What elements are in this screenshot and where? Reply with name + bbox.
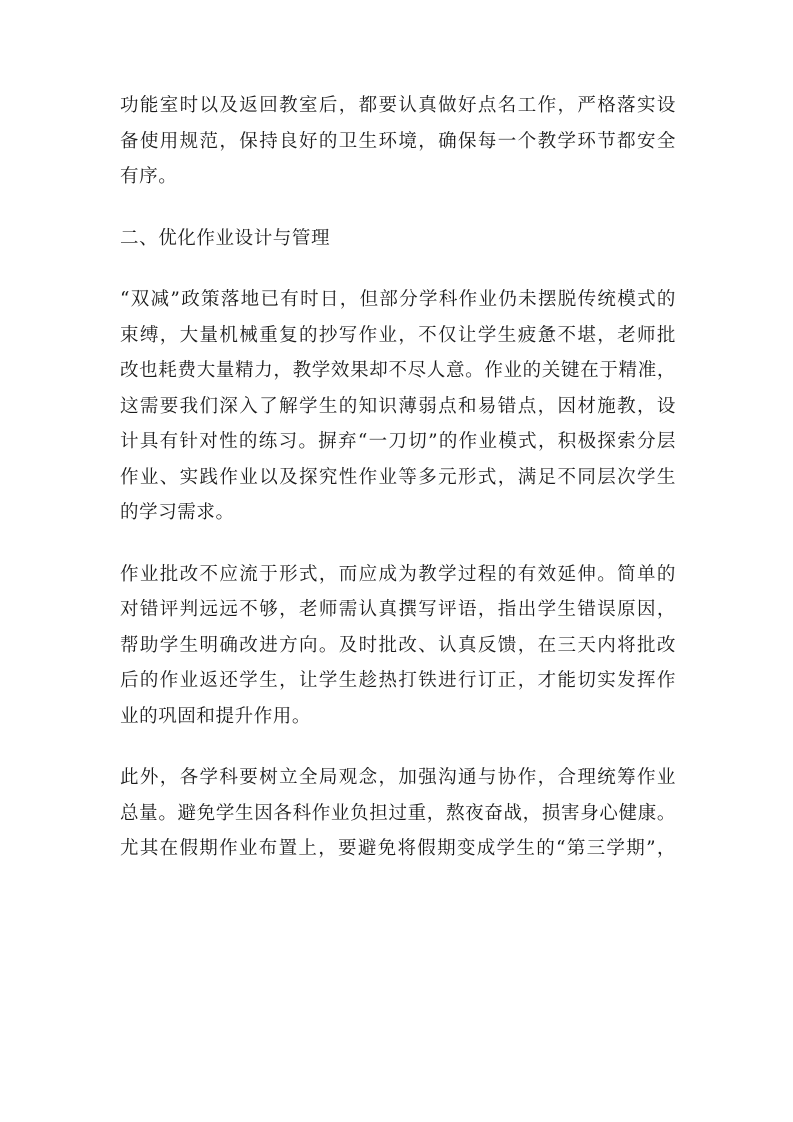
text-line: 改也耗费大量精力，教学效果却不尽人意。作业的关键在于精准， — [120, 360, 676, 381]
text-line: 有序。 — [120, 166, 178, 187]
text-line: 束缚，大量机械重复的抄写作业，不仅让学生疲惫不堪，老师批 — [120, 324, 676, 346]
document-body — [120, 88, 676, 893]
text-line: 此外，各学科要树立全局观念，加强沟通与协作，合理统筹作业 — [120, 767, 676, 788]
text-line: 总量。避免学生因各科作业负担过重，熬夜奋战，损害身心健康。 — [120, 802, 676, 824]
text-line: 后的作业返还学生，让学生趁热打铁进行订正，才能切实发挥作 — [120, 670, 676, 691]
text-line: 功能室时以及返回教室后，都要认真做好点名工作，严格落实设 — [120, 95, 676, 116]
section-heading: 二、优化作业设计与管理 — [120, 227, 331, 249]
text-line: 尤其在假期作业布置上，要避免将假期变成学生的“第三学期”， — [120, 838, 676, 859]
paragraph-homework-grading — [120, 557, 676, 735]
text-line: 这需要我们深入了解学生的知识薄弱点和易错点，因材施教，设 — [120, 395, 676, 417]
paragraph-homework-coordination — [120, 760, 676, 867]
paragraph-homework-design — [120, 282, 676, 531]
text-line: 的学习需求。 — [120, 502, 235, 523]
text-line: 对错评判远远不够，老师需认真撰写评语，指出学生错误原因， — [120, 599, 676, 620]
text-line: 业的巩固和提升作用。 — [120, 705, 312, 727]
paragraph-intro — [120, 88, 676, 195]
text-line: 作业批改不应流于形式，而应成为教学过程的有效延伸。简单的 — [120, 563, 676, 585]
text-line: 计具有针对性的练习。摒弃“一刀切”的作业模式，积极探索分层 — [120, 431, 676, 452]
text-line: “双减”政策落地已有时日，但部分学科作业仍未摆脱传统模式的 — [120, 289, 676, 310]
text-line: 备使用规范，保持良好的卫生环境，确保每一个教学环节都安全 — [120, 130, 676, 152]
text-line: 帮助学生明确改进方向。及时批改、认真反馈，在三天内将批改 — [120, 634, 676, 656]
text-line: 作业、实践作业以及探究性作业等多元形式，满足不同层次学生 — [120, 466, 676, 488]
